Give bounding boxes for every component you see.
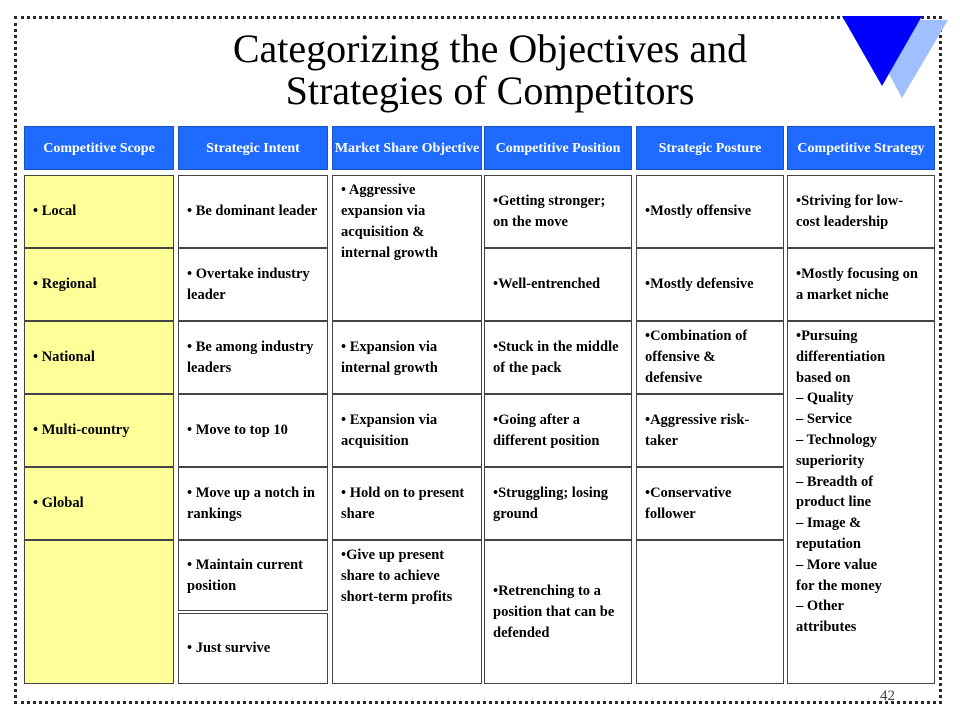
position-different: •Going after a different position bbox=[484, 394, 632, 467]
position-stuck-middle: •Stuck in the middle of the pack bbox=[484, 321, 632, 394]
position-struggling: •Struggling; losing ground bbox=[484, 467, 632, 540]
posture-defensive: •Mostly defensive bbox=[636, 248, 784, 321]
header-competitive-strategy: Competitive Strategy bbox=[787, 126, 935, 170]
scope-regional: • Regional bbox=[24, 248, 174, 321]
intent-among-leaders: • Be among industry leaders bbox=[178, 321, 328, 394]
intent-maintain-position: • Maintain current position bbox=[178, 540, 328, 611]
share-hold-present: • Hold on to present share bbox=[332, 467, 482, 540]
title-line-1: Categorizing the Objectives and bbox=[232, 26, 748, 71]
share-give-up: •Give up present share to achieve short-term profits bbox=[332, 540, 482, 684]
posture-conservative: •Conservative follower bbox=[636, 467, 784, 540]
page-number: 42 bbox=[880, 688, 895, 704]
slide-title bbox=[160, 28, 820, 112]
strategy-niche: •Mostly focusing on a market niche bbox=[787, 248, 935, 321]
posture-offensive: •Mostly offensive bbox=[636, 175, 784, 248]
title-line-2: Strategies of Competitors bbox=[285, 68, 695, 113]
position-well-entrenched: •Well-entrenched bbox=[484, 248, 632, 321]
header-market-share-objective: Market Share Objective bbox=[332, 126, 482, 170]
header-strategic-posture: Strategic Posture bbox=[636, 126, 784, 170]
posture-risk-taker: •Aggressive risk-taker bbox=[636, 394, 784, 467]
scope-local: • Local bbox=[24, 175, 174, 248]
intent-overtake-leader: • Overtake industry leader bbox=[178, 248, 328, 321]
position-retrenching: •Retrenching to a position that can be defended bbox=[484, 540, 632, 684]
header-strategic-intent: Strategic Intent bbox=[178, 126, 328, 170]
posture-combination: •Combination of offensive & defensive bbox=[636, 321, 784, 394]
strategy-differentiation bbox=[787, 321, 935, 684]
position-getting-stronger: •Getting stronger; on the move bbox=[484, 175, 632, 248]
scope-empty bbox=[24, 540, 174, 684]
differentiation-list: •Pursuing differentiation based on – Quality – Service – Technology superiority – Breadth of product line – Image & reputation – More value for the money – Other attributes bbox=[796, 328, 886, 636]
scope-global: • Global bbox=[24, 467, 174, 540]
header-competitive-scope: Competitive Scope bbox=[24, 126, 174, 170]
intent-dominant-leader: • Be dominant leader bbox=[178, 175, 328, 248]
scope-multi-country: • Multi-country bbox=[24, 394, 174, 467]
intent-move-up-notch: • Move up a notch in rankings bbox=[178, 467, 328, 540]
intent-just-survive: • Just survive bbox=[178, 613, 328, 684]
share-expansion-internal: • Expansion via internal growth bbox=[332, 321, 482, 394]
share-aggressive-expansion: • Aggressive expansion via acquisition & internal growth bbox=[332, 175, 482, 321]
posture-empty bbox=[636, 540, 784, 684]
intent-top-10: • Move to top 10 bbox=[178, 394, 328, 467]
triangle-decoration-icon bbox=[840, 14, 950, 100]
scope-national: • National bbox=[24, 321, 174, 394]
strategy-low-cost: •Striving for low-cost leadership bbox=[787, 175, 935, 248]
header-competitive-position: Competitive Position bbox=[484, 126, 632, 170]
share-expansion-acquisition: • Expansion via acquisition bbox=[332, 394, 482, 467]
